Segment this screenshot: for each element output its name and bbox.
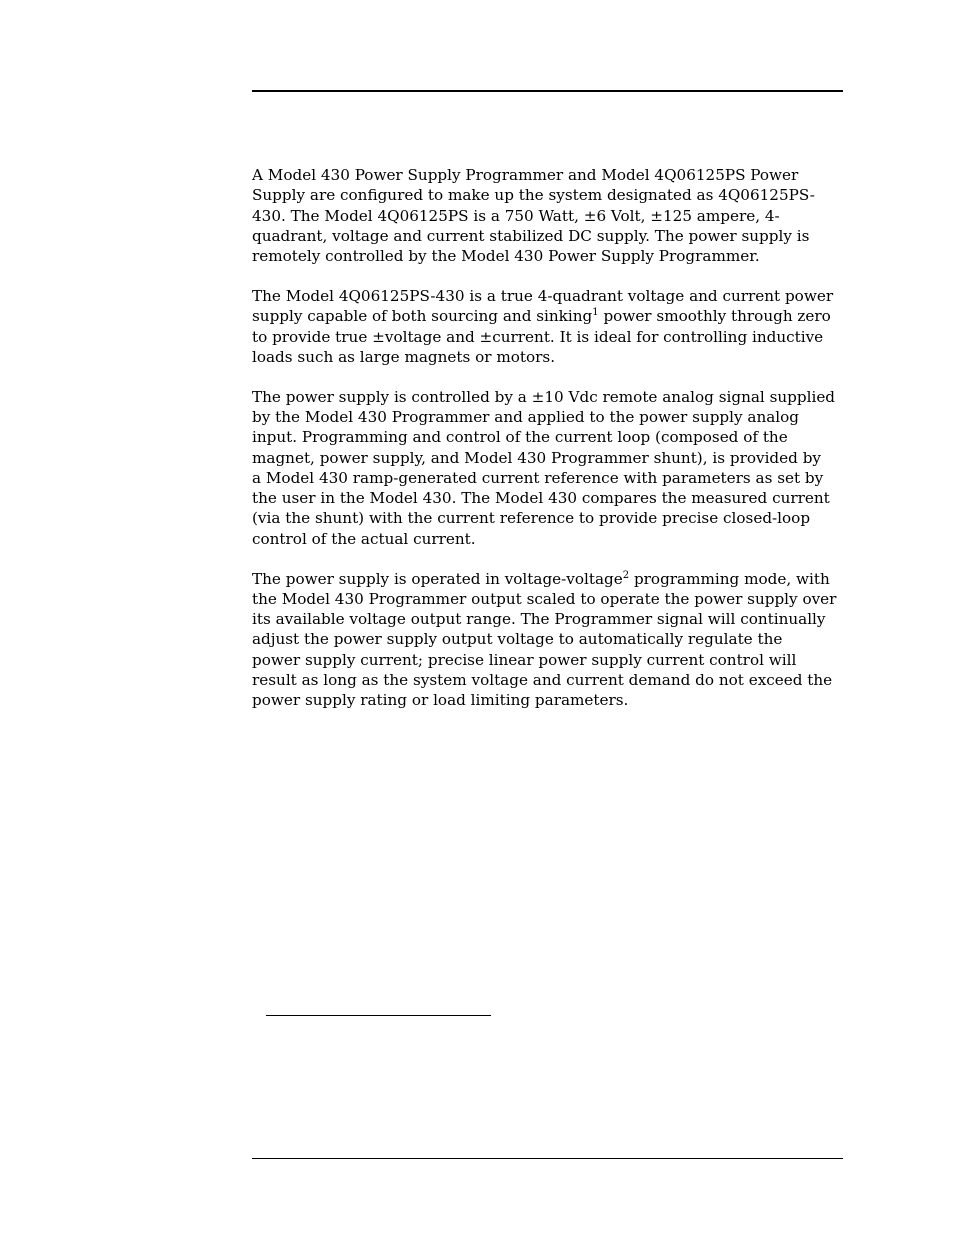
footnote-ref-2[interactable]: 2 (622, 569, 630, 581)
text-line: result as long as the system voltage and current demand do not exceed the (252, 671, 833, 690)
text-line: A Model 430 Power Supply Programmer and Model 4Q06125PS Power (252, 166, 799, 184)
text-line: the user in the Model 430. The Model 430 compares the measured current (252, 489, 830, 508)
text-line: to provide true ±voltage and ±current. It is ideal for controlling inductive (252, 327, 824, 346)
body-text (252, 165, 844, 730)
text-segment: The power supply is operated in voltage-voltage (252, 569, 623, 588)
text-segment: supply capable of both sourcing and sinking (252, 307, 593, 326)
text-line: The power supply is controlled by a ±10 Vdc remote analog signal supplied (252, 387, 836, 406)
text-line: adjust the power supply output voltage to automatically regulate the (252, 630, 783, 649)
text-line: control of the actual current. (252, 529, 476, 548)
text-line: (via the shunt) with the current reference to provide precise closed-loop (252, 509, 811, 528)
text-segment: programming mode, with (629, 569, 830, 588)
paragraph-four-quadrant (252, 286, 844, 367)
text-line: by the Model 430 Programmer and applied to the power supply analog (252, 407, 800, 426)
text-line: magnet, power supply, and Model 430 Programmer shunt), is provided by (252, 448, 821, 467)
text-segment: power smoothly through zero (598, 307, 831, 326)
text-line: quadrant, voltage and current stabilized DC supply. The power supply is (252, 226, 810, 245)
footer-rule (252, 1158, 843, 1159)
paragraph-programming-mode (252, 569, 844, 711)
text-line: 430. The Model 4Q06125PS is a 750 Watt, ±6 Volt, ±125 ampere, 4- (252, 206, 780, 225)
text-line (252, 569, 844, 589)
text-line (252, 306, 844, 326)
header-rule (252, 90, 843, 92)
text-line: a Model 430 ramp-generated current reference with parameters as set by (252, 468, 824, 487)
text-line: Supply are configured to make up the system designated as 4Q06125PS- (252, 186, 815, 205)
text-line: input. Programming and control of the current loop (composed of the (252, 428, 788, 447)
footnote-ref-1[interactable]: 1 (592, 307, 599, 319)
paragraph-control-loop (252, 387, 844, 549)
text-line: remotely controlled by the Model 430 Power Supply Programmer. (252, 247, 760, 266)
text-line: loads such as large magnets or motors. (252, 347, 556, 366)
text-line: The Model 4Q06125PS-430 is a true 4-quadrant voltage and current power (252, 286, 834, 305)
text-line: power supply current; precise linear power supply current control will (252, 650, 797, 669)
paragraph-system-overview (252, 165, 844, 266)
text-line: power supply rating or load limiting parameters. (252, 691, 629, 710)
text-line: its available voltage output range. The Programmer signal will continually (252, 610, 826, 629)
footnote-separator (266, 1015, 491, 1016)
text-line: the Model 430 Programmer output scaled to operate the power supply over (252, 589, 837, 608)
